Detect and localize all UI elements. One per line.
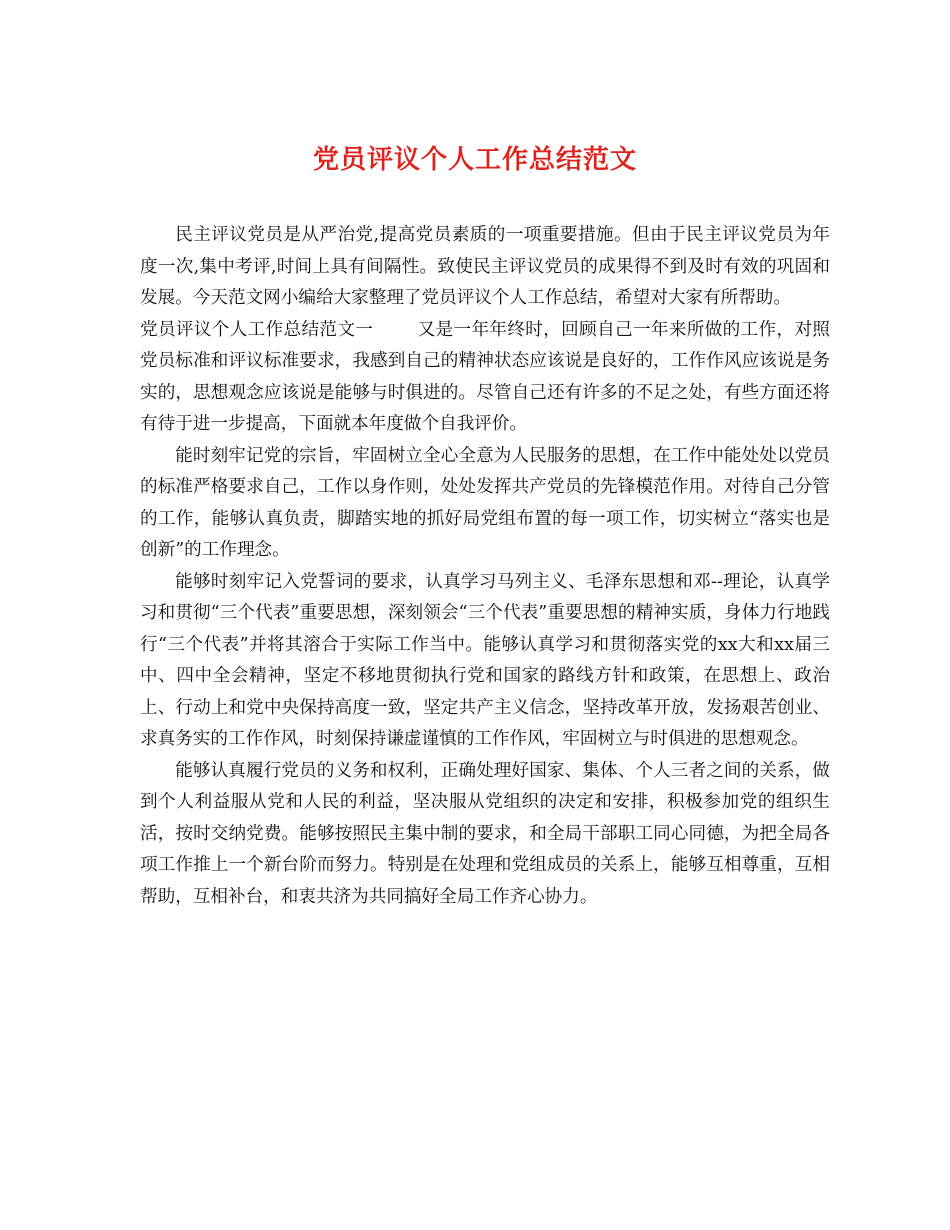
section-one-paragraph xyxy=(140,315,830,441)
body-paragraph-2: 能够时刻牢记入党誓词的要求，认真学习马列主义、毛泽东思想和邓--理论，认真学习和贯彻“三个代表”重要思想，深刻领会“三个代表”重要思想的精神实质，身体力行地践行“三个代表”并将其溶合于实际工作当中。能够认真学习和贯彻落实党的xx大和xx届三中、四中全会精神，坚定不移地贯彻执行党和国家的路线方针和政策，在思想上、政治上、行动上和党中央保持高度一致，坚定共产主义信念，坚持改革开放，发扬艰苦创业、求真务实的工作作风，时刻保持谦虚谨慎的工作作风，牢固树立与时俱进的思想观念。 xyxy=(140,571,830,749)
document-title: 党员评议个人工作总结范文 xyxy=(312,145,637,175)
body-paragraph-1: 能时刻牢记党的宗旨，牢固树立全心全意为人民服务的思想，在工作中能处处以党员的标准严格要求自己，工作以身作则，处处发挥共产党员的先锋模范作用。对待自己分管的工作，能够认真负责，脚踏实地的抓好局党组布置的每一项工作，切实树立“落实也是创新”的工作理念。 xyxy=(140,445,830,560)
intro-paragraph: 民主评议党员是从严治党,提高党员素质的一项重要措施。但由于民主评议党员为年度一次,集中考评,时间上具有间隔性。致使民主评议党员的成果得不到及时有效的巩固和发展。今天范文网小编给大家整理了党员评议个人工作总结，希望对大家有所帮助。 xyxy=(140,225,830,308)
section-one-heading: 党员评议个人工作总结范文一 xyxy=(140,319,374,340)
document-body xyxy=(140,220,830,913)
section-one-text: 又是一年年终时，回顾自己一年来所做的工作，对照党员标准和评议标准要求，我感到自己的精神状态应该说是良好的，工作作风应该说是务实的，思想观念应该说是能够与时俱进的。尽管自己还有许多的不足之处，有些方面还将有待于进一步提高，下面就本年度做个自我评价。 xyxy=(140,319,830,434)
body-paragraph-3: 能够认真履行党员的义务和权利，正确处理好国家、集体、个人三者之间的关系，做到个人利益服从党和人民的利益，坚决服从党组织的决定和安排，积极参加党的组织生活，按时交纳党费。能够按照民主集中制的要求，和全局干部职工同心同德，为把全局各项工作推上一个新台阶而努力。特别是在处理和党组成员的关系上，能够互相尊重，互相帮助，互相补台，和衷共济为共同搞好全局工作齐心协力。 xyxy=(140,760,830,907)
